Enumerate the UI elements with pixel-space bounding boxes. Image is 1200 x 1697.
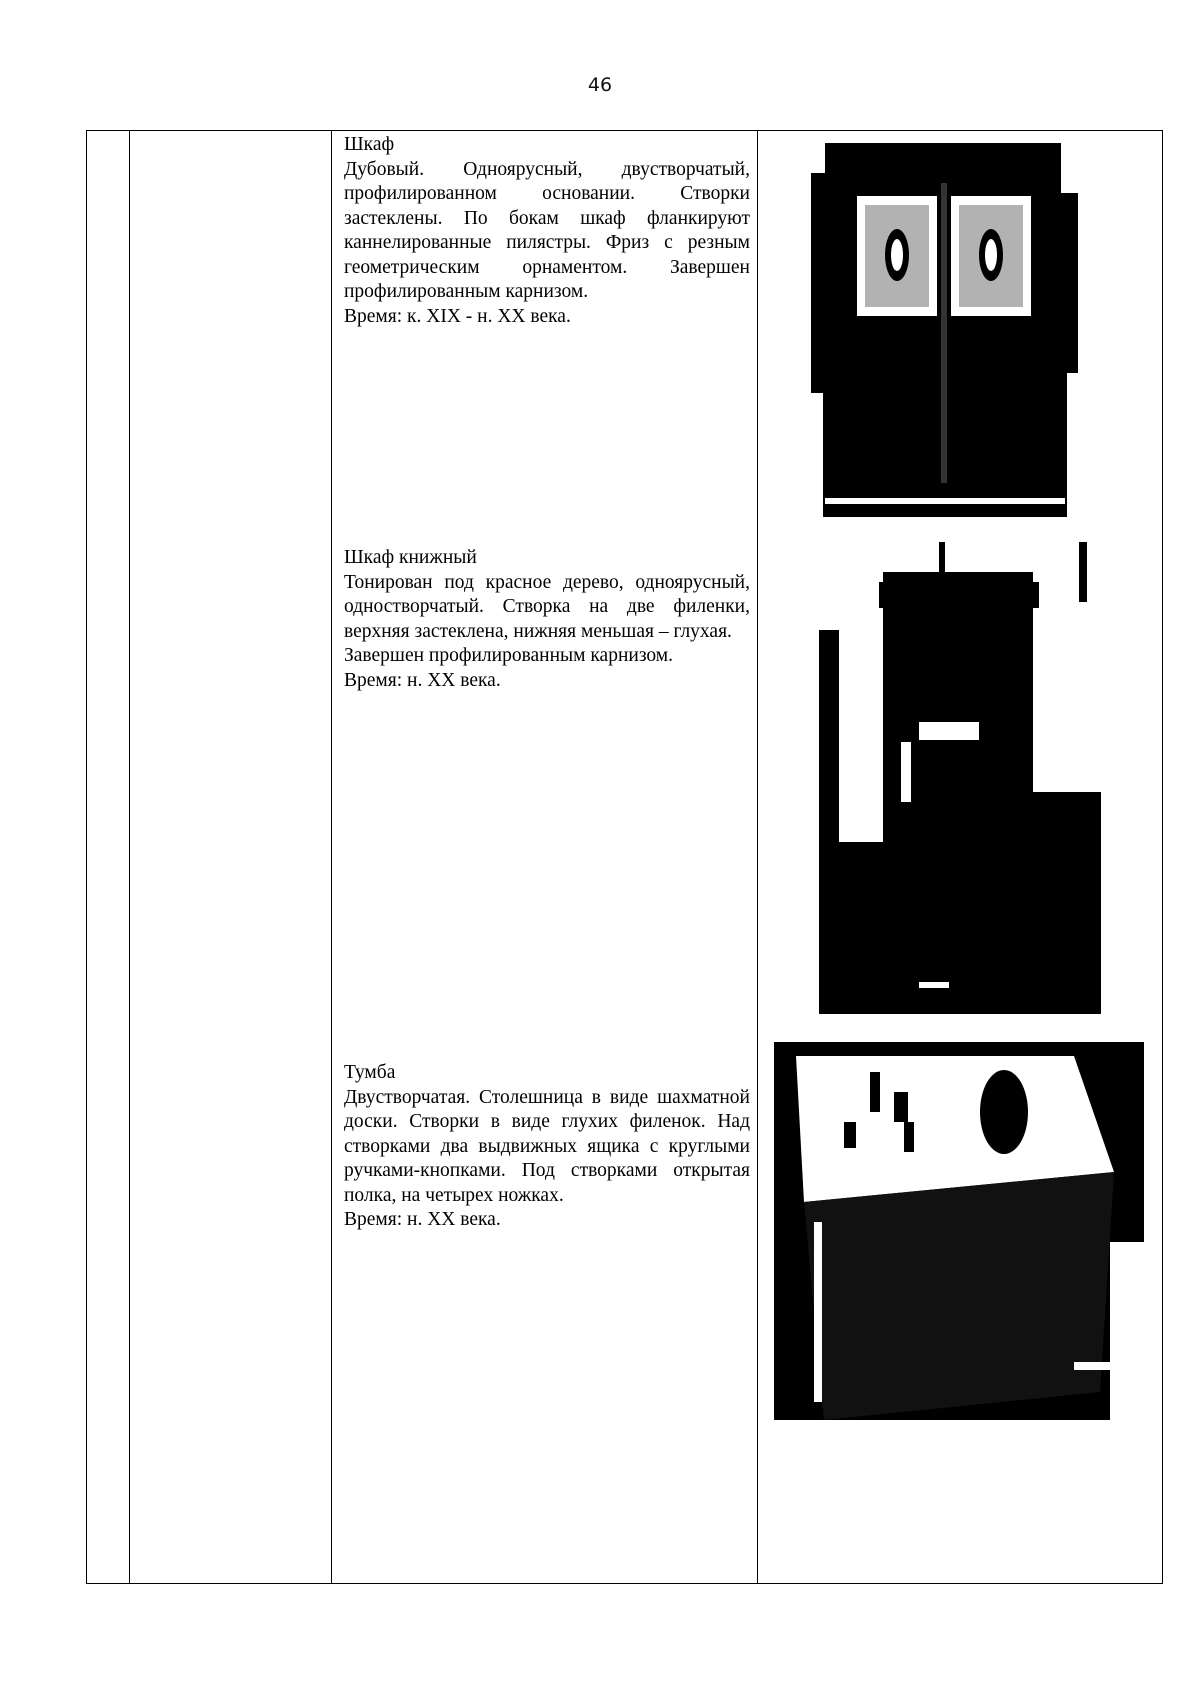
item-time: Время: н. XX века. [344,1209,501,1230]
item-text: Завершен профилированным карнизом. [344,645,674,666]
item-title: Шкаф книжный [344,547,477,568]
column-divider [129,131,130,1583]
item-title: Шкаф [344,134,395,155]
item-time: Время: к. XIX - н. XX века. [344,305,571,327]
column-divider [331,131,332,1583]
item-description [344,1061,750,1233]
page-number: 46 [587,74,613,96]
item-text: Тонирован под красное дерево, одноярусный, одностворчатый. Створка на две филенки, верхняя застеклена, нижняя меньшая – глухая. [344,571,750,642]
item-text: Дубовый. Одноярусный, двустворчатый, профилированном основании. Створки застеклены. По бокам шкаф фланкируют каннелированные пилястры. Фриз с резным геометрическим орнаментом. Завершен профилированным карнизом. [344,158,750,302]
item-description [344,133,750,329]
item-text: Двустворчатая. Столешница в виде шахматной доски. Створки в виде глухих филенок. Над створками два выдвижных ящика с круглыми ручками-кнопками. Под створками открытая полка, на четырех ножках. [344,1086,750,1206]
item-time: Время: н. XX века. [344,669,501,691]
item-description [344,546,750,693]
item-title: Тумба [344,1062,396,1083]
nightstand-photo [774,1042,1144,1420]
column-divider [757,131,758,1583]
bookcase-photo [819,542,1101,1014]
oak-cabinet-photo [811,143,1078,517]
